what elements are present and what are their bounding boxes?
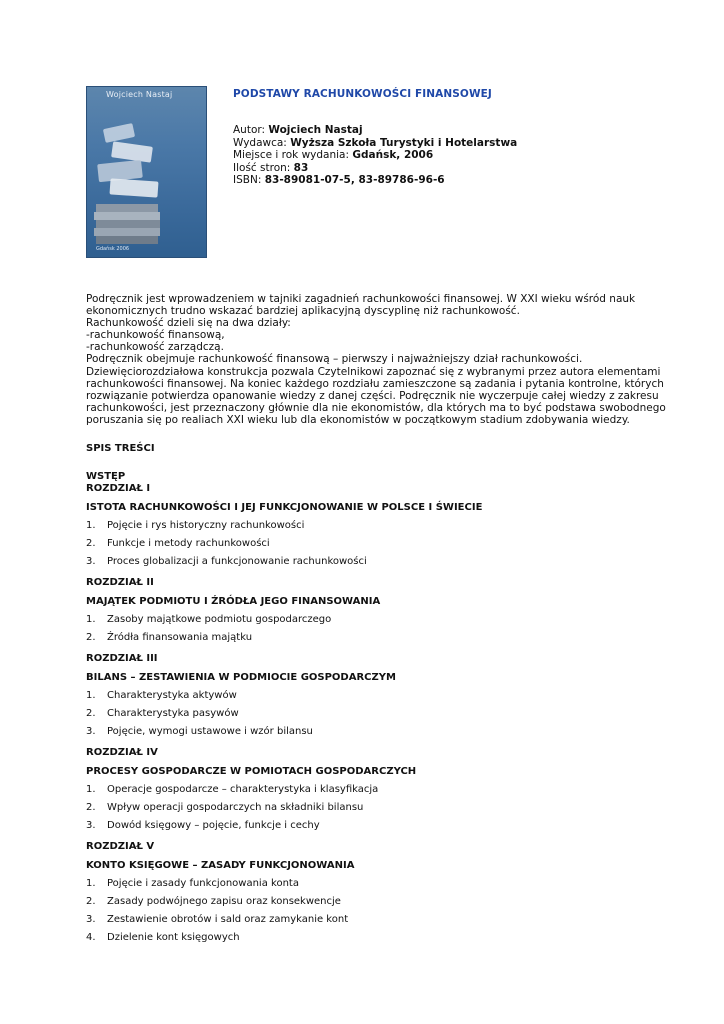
toc-item (86, 726, 646, 744)
description-line: poruszania się po realiach XXI wieku lub dla ekonomistów w początkowym stadium zdobywania wiedzy. (86, 413, 630, 426)
toc-item (86, 520, 646, 538)
toc-item-text: Wpływ operacji gospodarczych na składniki bilansu (107, 802, 364, 813)
description-line: rachunkowości finansowej. Na koniec każdego rozdziału zamieszczone są zadania i pytania kontrolne, których (86, 377, 664, 390)
toc-item-number: 1. (86, 690, 96, 701)
toc-item-text: Charakterystyka pasywów (107, 708, 239, 719)
toc-item (86, 556, 646, 574)
toc-item (86, 784, 646, 802)
toc-item-number: 2. (86, 632, 96, 643)
description-line: rachunkowości, jest przeznaczony głównie dla nie ekonomistów, dla których ma to być podstawa swobodnego (86, 401, 666, 414)
toc-item (86, 614, 646, 632)
toc-item-text: Zasady podwójnego zapisu oraz konsekwencje (107, 896, 341, 907)
cover-banknotes-illustration (90, 104, 168, 254)
toc-item (86, 932, 646, 950)
toc-item-text: Proces globalizacji a funkcjonowanie rachunkowości (107, 556, 367, 567)
toc-item-text: Dowód księgowy – pojęcie, funkcje i cechy (107, 820, 320, 831)
cover-author: Wojciech Nastaj (106, 90, 173, 99)
toc-item-text: Zestawienie obrotów i sald oraz zamykanie kont (107, 914, 349, 925)
meta-publisher: Wydawca: Wyższa Szkoła Turystyki i Hotelarstwa (233, 136, 518, 149)
toc-intro: WSTĘP (86, 471, 126, 482)
toc-item-number: 2. (86, 708, 96, 719)
chapter-title: MAJĄTEK PODMIOTU I ŹRÓDŁA JEGO FINANSOWANIA (86, 596, 381, 607)
toc-item (86, 878, 646, 896)
table-of-contents (86, 443, 646, 950)
book-cover (86, 86, 207, 258)
description-line: -rachunkowość finansową, (86, 329, 225, 342)
description-line: Rachunkowość dzieli się na dwa działy: (86, 317, 291, 330)
description-line: ekonomicznych trudno wskazać bardziej aplikacyjną dyscyplinę niż rachunkowość. (86, 305, 520, 318)
toc-item-text: Pojęcie i rys historyczny rachunkowości (107, 520, 305, 531)
book-description (86, 293, 666, 426)
toc-item-number: 1. (86, 520, 96, 531)
toc-heading: SPIS TREŚCI (86, 443, 155, 454)
book-metadata (233, 124, 517, 187)
toc-item-number: 2. (86, 802, 96, 813)
toc-item-number: 3. (86, 914, 96, 925)
toc-item (86, 690, 646, 708)
toc-item-text: Charakterystyka aktywów (107, 690, 237, 701)
toc-item (86, 802, 646, 820)
chapter-label: ROZDZIAŁ V (86, 841, 155, 852)
toc-item (86, 820, 646, 838)
meta-isbn: ISBN: 83-89081-07-5, 83-89786-96-6 (233, 174, 445, 186)
description-line: rozwiązanie potwierdza opanowanie wiedzy z danej części. Podręcznik nie wyczerpuje całej wiedzy z zakresu (86, 389, 659, 402)
toc-item (86, 538, 646, 556)
chapter-label: ROZDZIAŁ IV (86, 747, 158, 758)
meta-author: Autor: Wojciech Nastaj (233, 124, 363, 136)
toc-item-text: Zasoby majątkowe podmiotu gospodarczego (107, 614, 332, 625)
description-line: -rachunkowość zarządczą. (86, 341, 224, 354)
book-title: PODSTAWY RACHUNKOWOŚCI FINANSOWEJ (233, 88, 492, 100)
chapter-label: ROZDZIAŁ I (86, 483, 151, 494)
toc-item-number: 1. (86, 614, 96, 625)
toc-item-number: 3. (86, 820, 96, 831)
toc-item-text: Pojęcie i zasady funkcjonowania konta (107, 878, 299, 889)
toc-item (86, 632, 646, 650)
toc-item-number: 3. (86, 556, 96, 567)
meta-pages: Ilość stron: 83 (233, 161, 309, 174)
description-line: Dziewięciorozdziałowa konstrukcja pozwala Czytelnikowi zapoznać się z wybranymi przez autora elementami (86, 365, 661, 378)
chapter-title: KONTO KSIĘGOWE – ZASADY FUNKCJONOWANIA (86, 860, 355, 871)
toc-item-text: Źródła finansowania majątku (107, 632, 253, 643)
toc-item (86, 708, 646, 726)
chapter-title: ISTOTA RACHUNKOWOŚCI I JEJ FUNKCJONOWANIE W POLSCE I ŚWIECIE (86, 502, 483, 513)
toc-item-number: 4. (86, 932, 96, 943)
toc-item (86, 896, 646, 914)
meta-place-year: Miejsce i rok wydania: Gdańsk, 2006 (233, 149, 434, 161)
toc-chapters (86, 483, 646, 950)
toc-item-number: 2. (86, 896, 96, 907)
description-line: Podręcznik obejmuje rachunkowość finansową – pierwszy i najważniejszy dział rachunkowości. (86, 353, 583, 366)
toc-item-number: 1. (86, 878, 96, 889)
toc-item-number: 2. (86, 538, 96, 549)
chapter-title: PROCESY GOSPODARCZE W POMIOTACH GOSPODARCZYCH (86, 766, 417, 777)
description-line: Podręcznik jest wprowadzeniem w tajniki zagadnień rachunkowości finansowej. W XXI wieku wśród nauk (86, 293, 636, 305)
toc-item-text: Funkcje i metody rachunkowości (107, 538, 270, 549)
toc-item-number: 1. (86, 784, 96, 795)
chapter-title: BILANS – ZESTAWIENIA W PODMIOCIE GOSPODARCZYM (86, 672, 396, 683)
toc-item-number: 3. (86, 726, 96, 737)
toc-item-text: Operacje gospodarcze – charakterystyka i klasyfikacja (107, 784, 379, 795)
toc-item-text: Dzielenie kont księgowych (107, 932, 240, 943)
cover-year: Gdańsk 2006 (96, 246, 130, 252)
chapter-label: ROZDZIAŁ III (86, 653, 158, 664)
toc-item-text: Pojęcie, wymogi ustawowe i wzór bilansu (107, 726, 313, 737)
toc-item (86, 914, 646, 932)
chapter-label: ROZDZIAŁ II (86, 577, 154, 588)
